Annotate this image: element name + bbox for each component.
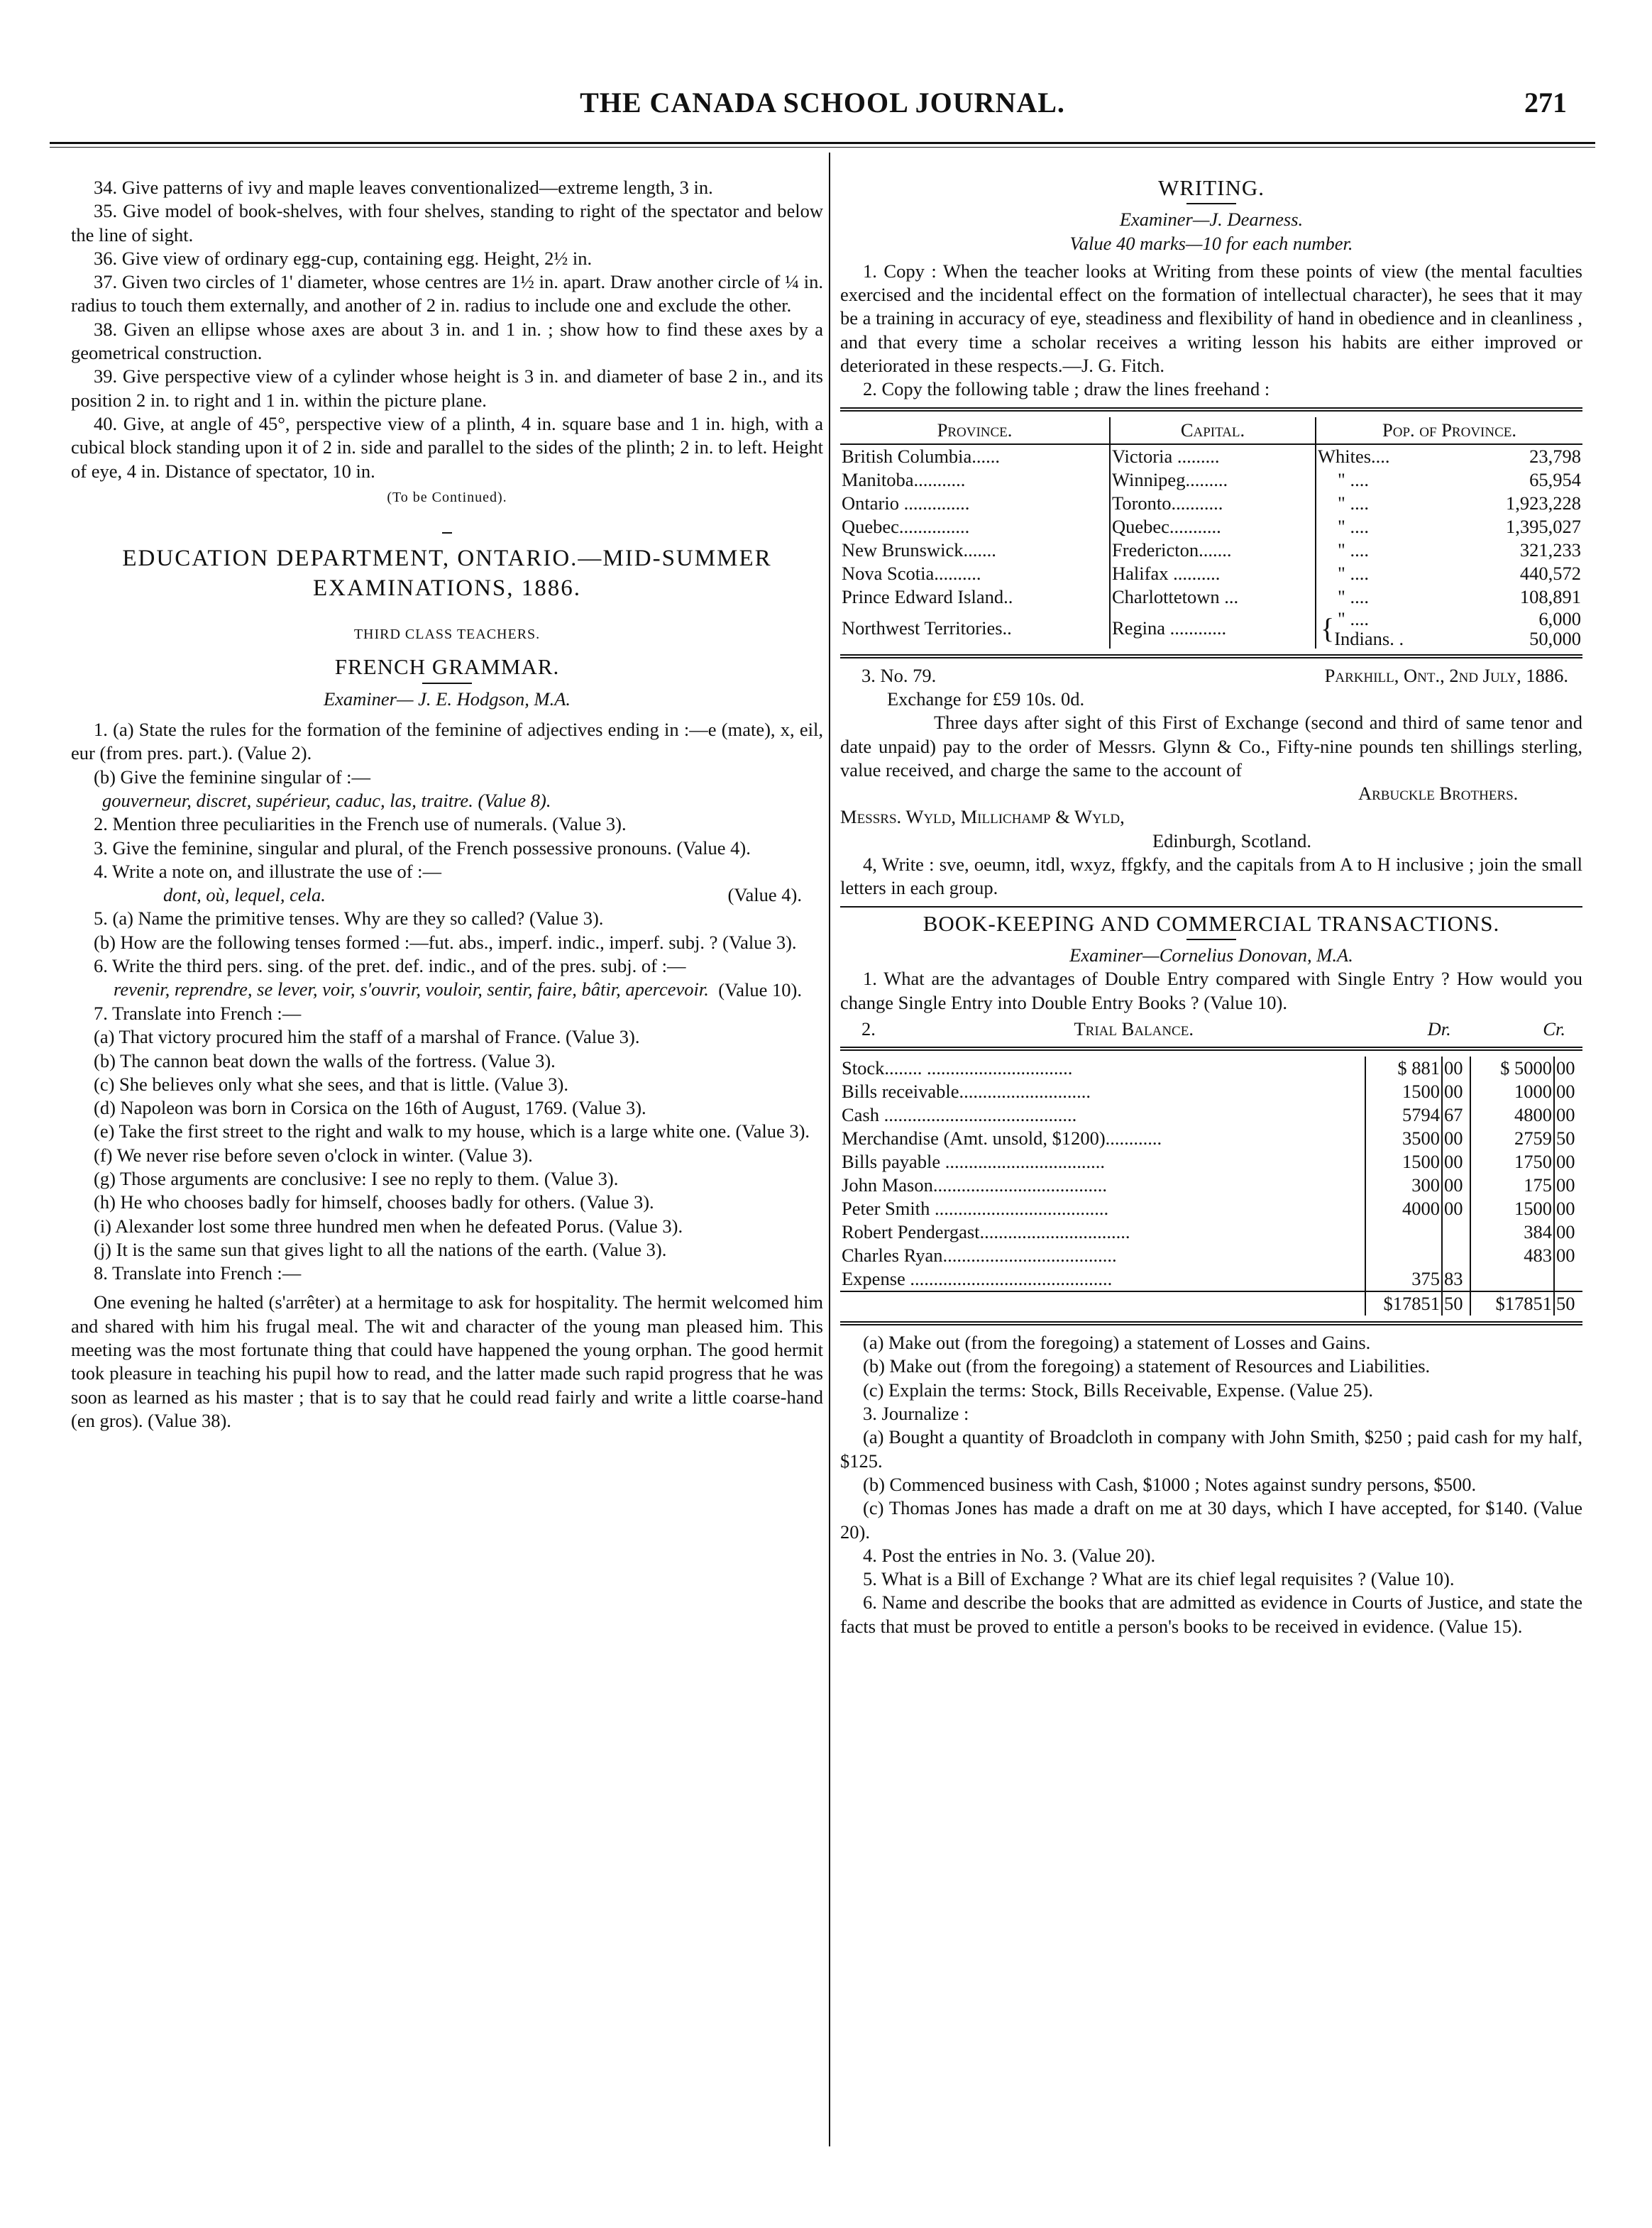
- bk-question-5: 5. What is a Bill of Exchange ? What are its chief legal requisites ? (Value 10).: [863, 1568, 1455, 1590]
- capital-cell: Halifax ..........: [1110, 562, 1316, 585]
- writing-examiner: Examiner—J. Dearness.: [1119, 209, 1304, 231]
- credit-dollars: [1470, 1267, 1554, 1291]
- account-name: Merchandise (Amt. unsold, $1200)............: [842, 1127, 1162, 1149]
- credit-cents: 00: [1554, 1244, 1582, 1267]
- ditto-value: " ....: [1338, 607, 1369, 629]
- bk-question-1: 1. What are the advantages of Double Entry compared with Single Entry ? How would you change Single Entry into Double Entry Books ? (Value 10).: [840, 968, 1582, 1013]
- fg-question-3: 3. Give the feminine, singular and plural, of the French possessive pronouns. (Value 4).: [94, 837, 751, 859]
- bk-question-6: 6. Name and describe the books that are admitted as evidence in Courts of Justice, and state the facts that must be proved to entitle a person's books to be received in evidence. (Value 15).: [840, 1592, 1582, 1637]
- table-row: [840, 468, 1582, 492]
- fg-question-5a: 5. (a) Name the primitive tenses. Why are they so called? (Value 3).: [94, 908, 604, 930]
- credit-dollars: 2759: [1470, 1127, 1554, 1150]
- writing-title: WRITING.: [1157, 175, 1265, 200]
- fg-question-8: 8. Translate into French :—: [94, 1262, 302, 1284]
- section-mark: [442, 532, 452, 534]
- population-cell: 440,572: [1519, 562, 1581, 584]
- fg-question-6-value: (Value 10).: [718, 978, 802, 1000]
- account-name: John Mason.....................................: [842, 1174, 1107, 1196]
- province-table-header: [840, 417, 1582, 444]
- fg-question-7b: (b) The cannon beat down the walls of the fortress. (Value 3).: [94, 1049, 556, 1071]
- title-rule: [1186, 939, 1236, 940]
- bk-question-3a: (a) Bought a quantity of Broadcloth in company with John Smith, $250 ; paid cash for my half, $125.: [840, 1426, 1582, 1472]
- credit-cents: 00: [1554, 1080, 1582, 1103]
- population-column-header: Pop. of Province.: [1316, 417, 1582, 444]
- bk-question-2a: (a) Make out (from the foregoing) a statement of Losses and Gains.: [863, 1332, 1371, 1354]
- french-grammar-examiner: Examiner— J. E. Hodgson, M.A.: [323, 688, 571, 710]
- credit-dollars: 4800: [1470, 1103, 1554, 1127]
- debit-dollars: 300: [1365, 1174, 1442, 1197]
- credit-cents: 00: [1554, 1150, 1582, 1174]
- writing-question-2: 2. Copy the following table ; draw the lines freehand :: [863, 378, 1270, 400]
- trial-balance-title: Trial Balance.: [1074, 1018, 1194, 1039]
- account-name: Charles Ryan.....................................: [842, 1245, 1117, 1267]
- debit-total-cents: 50: [1442, 1291, 1470, 1316]
- ditto-cell: " ....: [1338, 539, 1369, 561]
- question-40: 40. Give, at angle of 45°, perspective view of a plinth, 4 in. square base and 1 in. high, with a cubical block standing upon it of 2 in. side and parallel to the sides of the plinth; 2 in. to left. Height of eye, 4 in. Distance of spectator, 10 in.: [71, 412, 823, 482]
- bill-place-date: Parkhill, Ont., 2nd July, 1886.: [1324, 664, 1568, 686]
- bill-heading: [840, 664, 1582, 688]
- ditto-cell: " ....: [1338, 562, 1369, 584]
- fg-question-7d: (d) Napoleon was born in Corsica on the 16th of August, 1769. (Value 3).: [94, 1097, 646, 1119]
- bk-question-3b: (b) Commenced business with Cash, $1000 ; Notes against sundry persons, $500.: [863, 1473, 1477, 1495]
- ditto-cell: " ....: [1338, 468, 1369, 490]
- credit-cents: 00: [1554, 1103, 1582, 1127]
- debit-dollars: 375: [1365, 1267, 1442, 1291]
- fg-question-7i: (i) Alexander lost some three hundred men when he defeated Porus. (Value 3).: [94, 1215, 683, 1237]
- population-cell: [1453, 609, 1582, 649]
- trial-balance-table: [840, 1057, 1582, 1316]
- table-top-rule: [840, 407, 1582, 412]
- credit-dollars: $ 5000: [1470, 1057, 1554, 1080]
- table-row: [840, 515, 1582, 539]
- bk-question-4: 4. Post the entries in No. 3. (Value 20).: [863, 1544, 1156, 1566]
- debit-dollars: 3500: [1365, 1127, 1442, 1150]
- bk-question-2c: (c) Explain the terms: Stock, Bills Receivable, Expense. (Value 25).: [863, 1379, 1373, 1401]
- debit-cents: 00: [1442, 1080, 1470, 1103]
- account-name: Stock........ ...............................: [842, 1057, 1073, 1079]
- fg-question-7g: (g) Those arguments are conclusive: I see no reply to them. (Value 3).: [94, 1167, 619, 1189]
- account-name: Cash .........................................: [842, 1104, 1077, 1126]
- credit-cents: [1554, 1267, 1582, 1291]
- bill-addressee: Messrs. Wyld, Millichamp & Wyld,: [840, 806, 1125, 828]
- bk-question-2b: (b) Make out (from the foregoing) a statement of Resources and Liabilities.: [863, 1355, 1431, 1377]
- fg-question-1a: 1. (a) State the rules for the formation of the feminine of adjectives ending in :—e (mate), x, eil, eur (from pres. part.). (Value 2).: [71, 719, 823, 764]
- debit-cents: [1442, 1244, 1470, 1267]
- header-double-rule: [50, 142, 1595, 148]
- ditto-cell: Whites....: [1318, 445, 1390, 467]
- debit-cents: [1442, 1220, 1470, 1244]
- question-35: 35. Give model of book-shelves, with four shelves, standing to right of the spectator and below the line of sight.: [71, 200, 823, 246]
- bill-exchange-amount: Exchange for £59 10s. 0d.: [887, 688, 1085, 710]
- province-cell: Manitoba...........: [840, 468, 1110, 492]
- capital-cell: Fredericton.......: [1110, 539, 1316, 562]
- fg-question-1b: (b) Give the feminine singular of :—: [94, 766, 371, 788]
- question-36: 36. Give view of ordinary egg-cup, containing egg. Height, 2½ in.: [94, 247, 593, 269]
- account-name: [840, 1291, 1365, 1316]
- credit-dollars: 483: [1470, 1244, 1554, 1267]
- table-row: [840, 444, 1582, 468]
- trial-balance-number: 2.: [861, 1018, 876, 1039]
- credit-dollars: 1750: [1470, 1150, 1554, 1174]
- capital-column-header: Capital.: [1110, 417, 1316, 444]
- population-value: 50,000: [1529, 627, 1581, 649]
- population-cell: 1,395,027: [1506, 515, 1581, 537]
- department-heading: EDUCATION DEPARTMENT, ONTARIO.—MID-SUMMER EXAMINATIONS, 1886.: [122, 546, 772, 602]
- province-cell: Nova Scotia..........: [840, 562, 1110, 585]
- table-row: [840, 562, 1582, 585]
- bookkeeping-title: BOOK-KEEPING AND COMMERCIAL TRANSACTIONS.: [923, 910, 1500, 936]
- bill-body: Three days after sight of this First of Exchange (second and third of same tenor and date unpaid) pay to the order of Messrs. Glynn & Co., Fifty-nine pounds ten shillings sterling, value received, and charge the same to the account of: [840, 712, 1582, 781]
- fg-question-7: 7. Translate into French :—: [94, 1002, 302, 1024]
- population-cell: 108,891: [1519, 585, 1581, 607]
- table-row: [840, 492, 1582, 515]
- debit-dollars: $ 881: [1365, 1057, 1442, 1080]
- fg-question-4-line: [71, 883, 823, 907]
- question-39: 39. Give perspective view of a cylinder whose height is 3 in. and diameter of base 2 in., and its position 2 in. to right and 1 in. within the picture plane.: [71, 365, 823, 411]
- credit-total-cents: 50: [1554, 1291, 1582, 1316]
- fg-question-7c: (c) She believes only what she sees, and that is little. (Value 3).: [94, 1073, 568, 1095]
- credit-dollars: 384: [1470, 1220, 1554, 1244]
- table-row: [840, 1057, 1582, 1080]
- fg-question-7j: (j) It is the same sun that gives light to all the nations of the earth. (Value 3).: [94, 1238, 667, 1260]
- capital-cell: Victoria .........: [1110, 444, 1316, 468]
- capital-cell: Winnipeg.........: [1110, 468, 1316, 492]
- table-row: [840, 1220, 1582, 1244]
- fg-question-4-value: (Value 4).: [727, 884, 802, 906]
- debit-cents: 67: [1442, 1103, 1470, 1127]
- debit-dollars: 1500: [1365, 1080, 1442, 1103]
- population-cell: 65,954: [1529, 468, 1581, 490]
- table-row: [840, 1127, 1582, 1150]
- ditto-cell: " ....: [1338, 585, 1369, 607]
- table-row: [840, 1150, 1582, 1174]
- bk-question-3c: (c) Thomas Jones has made a draft on me at 30 days, which I have accepted, for $140. (Value 20).: [840, 1497, 1582, 1543]
- fg-question-7e: (e) Take the first street to the right and walk to my house, which is a large white one. (Value 3).: [94, 1120, 810, 1142]
- fg-question-4: 4. Write a note on, and illustrate the use of :—: [94, 860, 442, 882]
- third-class-heading: THIRD CLASS TEACHERS.: [353, 627, 541, 643]
- table-row: [840, 1174, 1582, 1197]
- population-cell: 321,233: [1519, 539, 1581, 561]
- table-row: [840, 1244, 1582, 1267]
- to-be-continued: (To be Continued).: [387, 489, 507, 505]
- total-row: [840, 1291, 1582, 1316]
- province-cell: British Columbia......: [840, 444, 1110, 468]
- credit-total-dollars: $17851: [1470, 1291, 1554, 1316]
- debit-dollars: 1500: [1365, 1150, 1442, 1174]
- province-cell: Prince Edward Island..: [840, 585, 1110, 609]
- credit-cents: 00: [1554, 1220, 1582, 1244]
- debit-total-dollars: $17851: [1365, 1291, 1442, 1316]
- section-rule: [840, 906, 1582, 908]
- province-cell: New Brunswick.......: [840, 539, 1110, 562]
- journal-title: THE CANADA SCHOOL JOURNAL.: [580, 87, 1065, 118]
- fg-question-6: 6. Write the third pers. sing. of the pret. def. indic., and of the pres. subj. of :—: [94, 955, 686, 977]
- credit-cents: 50: [1554, 1127, 1582, 1150]
- table-row: [840, 1267, 1582, 1291]
- province-column-header: Province.: [840, 417, 1110, 444]
- debit-cents: 00: [1442, 1174, 1470, 1197]
- bk-question-3: 3. Journalize :: [863, 1403, 969, 1425]
- province-table: [840, 417, 1582, 649]
- ditto-cell: " ....: [1338, 515, 1369, 537]
- debit-cents: 83: [1442, 1267, 1470, 1291]
- table-bottom-rule: [840, 1321, 1582, 1325]
- credit-dollars: 1000: [1470, 1080, 1554, 1103]
- fg-question-7f: (f) We never rise before seven o'clock in winter. (Value 3).: [94, 1144, 533, 1166]
- population-cell: 1,923,228: [1506, 492, 1581, 514]
- credit-dollars: 1500: [1470, 1197, 1554, 1220]
- left-column: [71, 176, 823, 1433]
- credit-dollars: 175: [1470, 1174, 1554, 1197]
- fg-question-7a: (a) That victory procured him the staff of a marshal of France. (Value 3).: [94, 1026, 640, 1048]
- debit-dollars: 4000: [1365, 1197, 1442, 1220]
- province-cell: Ontario ..............: [840, 492, 1110, 515]
- question-37: 37. Given two circles of 1' diameter, whose centres are 1½ in. apart. Draw another circle of ¼ in. radius to touch them externally, and another of 2 in. radius to include one and exclude the other.: [71, 271, 823, 316]
- account-name: Peter Smith .....................................: [842, 1198, 1109, 1220]
- debit-heading: Dr.: [1427, 1018, 1451, 1039]
- debit-cents: 00: [1442, 1150, 1470, 1174]
- table-row: [840, 609, 1582, 649]
- credit-cents: 00: [1554, 1174, 1582, 1197]
- debit-dollars: [1365, 1220, 1442, 1244]
- fg-question-4-words: dont, où, lequel, cela.: [163, 884, 326, 906]
- bill-address: Edinburgh, Scotland.: [1152, 829, 1312, 851]
- debit-cents: 00: [1442, 1127, 1470, 1150]
- table-top-rule: [840, 1047, 1582, 1051]
- fg-question-7h: (h) He who chooses badly for himself, chooses badly for others. (Value 3).: [94, 1191, 654, 1213]
- writing-question-4: 4, Write : sve, oeumn, itdl, wxyz, ffgkfy, and the capitals from A to H inclusive ; join the small letters in each group.: [840, 854, 1582, 899]
- title-rule: [1186, 203, 1236, 204]
- table-row: [840, 539, 1582, 562]
- bookkeeping-examiner: Examiner—Cornelius Donovan, M.A.: [1069, 944, 1353, 966]
- credit-heading: Cr.: [1543, 1018, 1565, 1039]
- indians-value: Indians. .: [1334, 627, 1404, 649]
- debit-dollars: 5794: [1365, 1103, 1442, 1127]
- account-name: Bills receivable............................: [842, 1081, 1091, 1103]
- page-header: [50, 87, 1595, 126]
- table-row: [840, 1080, 1582, 1103]
- debit-cents: 00: [1442, 1057, 1470, 1080]
- population-value: 6,000: [1538, 607, 1581, 629]
- fg-question-5b: (b) How are the following tenses formed :—fut. abs., imperf. indic., imperf. subj. ? (Value 3).: [94, 931, 797, 953]
- writing-value: Value 40 marks—10 for each number.: [1069, 232, 1353, 254]
- writing-question-1: 1. Copy : When the teacher looks at Writing from these points of view (the mental faculties exercised and the incidental effect on the formation of intellectual character), he sees that it may be a training in accuracy of eye, steadiness and flexibility of hand in obedience and in cleanliness , and that every time a scholar receives a writing lesson his habits are either improved or deteriorated in these respects.—J. G. Fitch.: [840, 260, 1582, 377]
- column-divider: [829, 153, 830, 2146]
- account-name: Robert Pendergast................................: [842, 1221, 1130, 1243]
- ditto-cell: " ....: [1338, 492, 1369, 514]
- table-bottom-rule: [840, 654, 1582, 658]
- fg-question-6-words: revenir, reprendre, se lever, voir, s'ouvrir, vouloir, sentir, faire, bâtir, apercevoir.: [114, 978, 709, 1000]
- table-row: [840, 585, 1582, 609]
- right-column: [840, 176, 1582, 1638]
- question-34: 34. Give patterns of ivy and maple leaves conventionalized—extreme length, 3 in.: [94, 177, 713, 198]
- question-38: 38. Given an ellipse whose axes are about 3 in. and 1 in. ; show how to find these axes by a geometrical construction.: [71, 318, 823, 364]
- fg-question-2: 2. Mention three peculiarities in the French use of numerals. (Value 3).: [94, 813, 627, 835]
- capital-cell: Toronto...........: [1110, 492, 1316, 515]
- account-name: Expense ...........................................: [842, 1268, 1113, 1290]
- credit-cents: 00: [1554, 1057, 1582, 1080]
- title-rule: [422, 683, 472, 684]
- bill-number: 3. No. 79.: [861, 664, 937, 686]
- population-cell: 23,798: [1529, 445, 1581, 467]
- fg-question-8-passage: One evening he halted (s'arrêter) at a hermitage to ask for hospitality. The hermit welcomed him and shared with him his frugal meal. The wit and character of the young man pleased him. This meeting was the most fortunate thing that could have happened the young orphan. The good hermit took pleasure in teaching his pupil how to read, and the latter made such rapid progress that he was soon as learned as his master ; that is to say that he could read fairly and write a little coarse-hand (en gros). (Value 38).: [71, 1291, 823, 1431]
- province-cell: Quebec...............: [840, 515, 1110, 539]
- brace-glyph: {: [1321, 612, 1335, 644]
- ditto-cell: [1316, 609, 1453, 649]
- credit-cents: 00: [1554, 1197, 1582, 1220]
- french-grammar-title: FRENCH GRAMMAR.: [334, 654, 560, 680]
- table-row: [840, 1103, 1582, 1127]
- fg-question-1b-words: gouverneur, discret, supérieur, caduc, las, traitre. (Value 8).: [102, 789, 551, 811]
- capital-cell: Regina ............: [1110, 609, 1316, 649]
- capital-cell: Charlottetown ...: [1110, 585, 1316, 609]
- capital-cell: Quebec...........: [1110, 515, 1316, 539]
- debit-dollars: [1365, 1244, 1442, 1267]
- debit-cents: 00: [1442, 1197, 1470, 1220]
- trial-balance-heading: [840, 1018, 1582, 1041]
- province-cell: Northwest Territories..: [840, 609, 1110, 649]
- account-name: Bills payable ..................................: [842, 1151, 1105, 1173]
- table-row: [840, 1197, 1582, 1220]
- bill-signature: Arbuckle Brothers.: [1358, 783, 1519, 805]
- page-number: 271: [1524, 87, 1567, 118]
